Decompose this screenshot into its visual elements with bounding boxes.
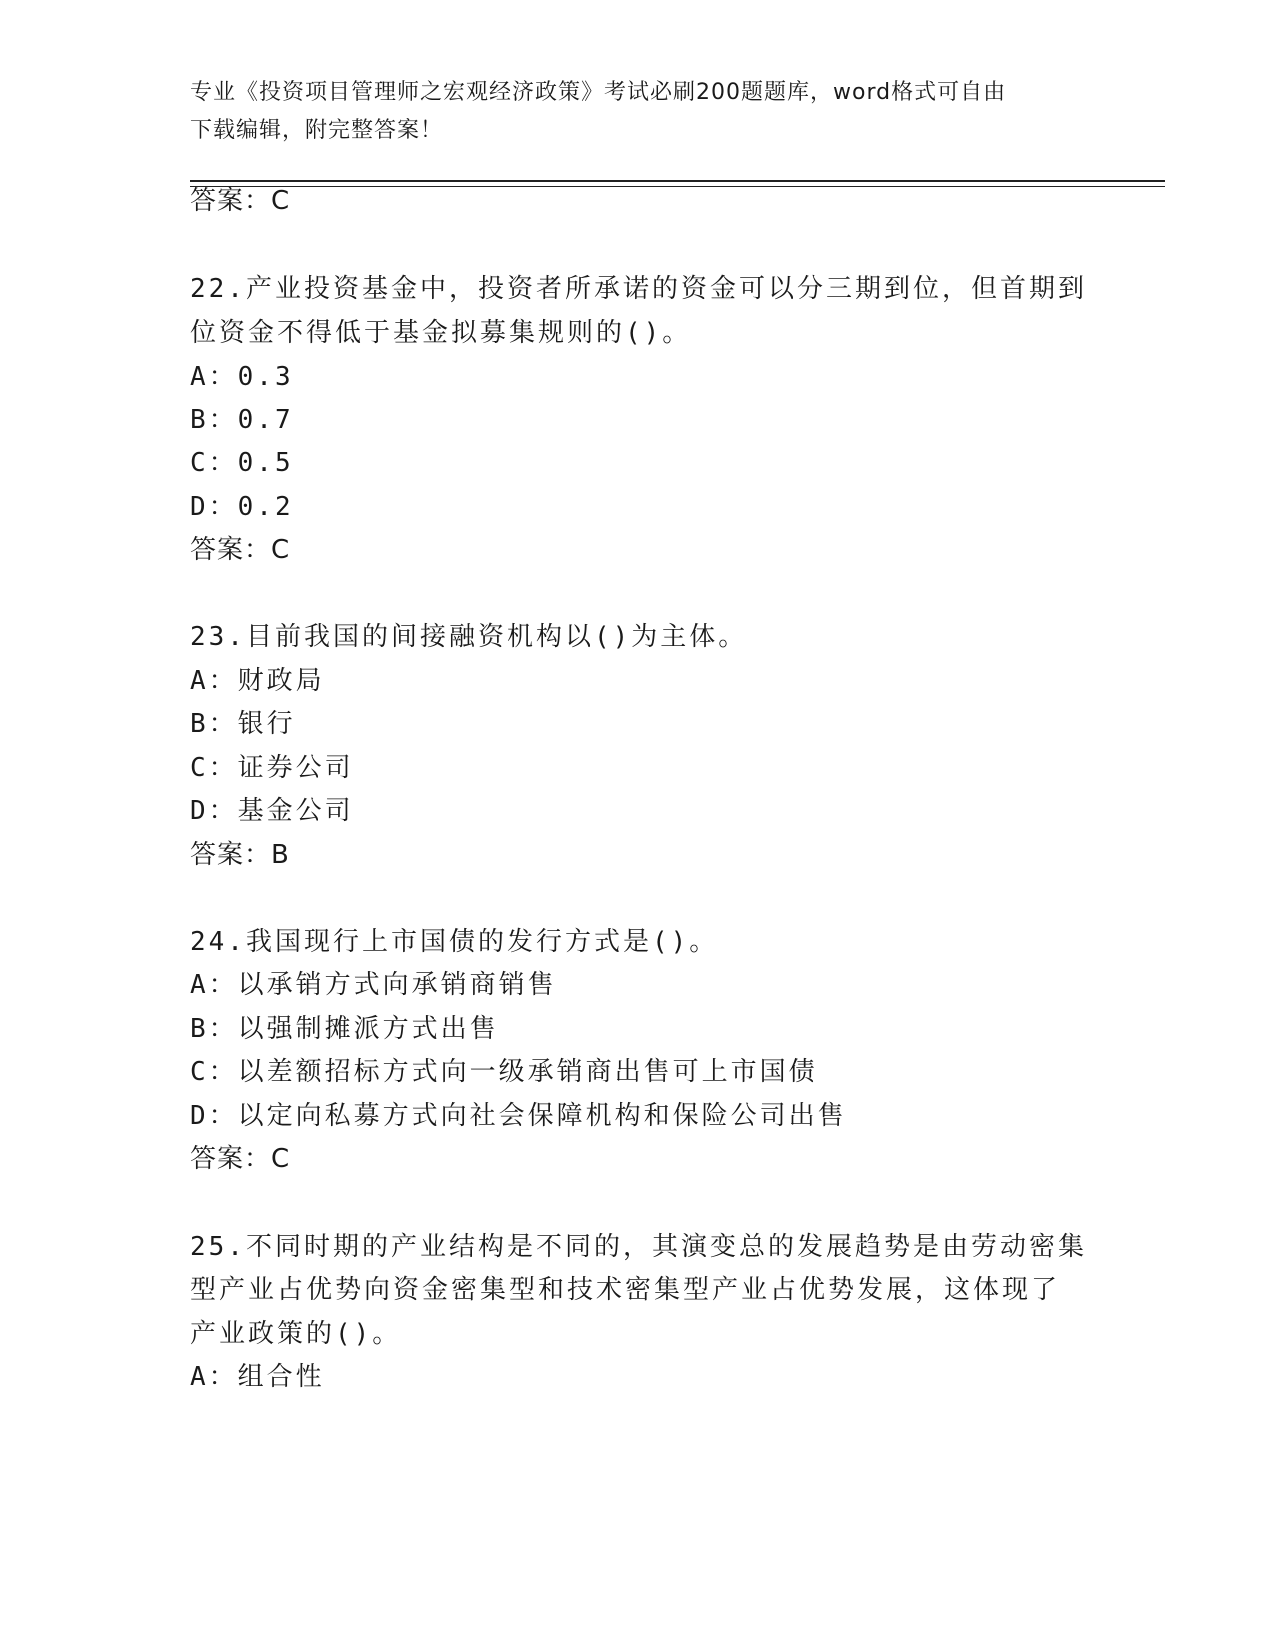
document-header [190, 74, 1090, 150]
question-text-line: 型产业占优势向资金密集型和技术密集型产业占优势发展，这体现了 [190, 1275, 1061, 1305]
question-text-line: 位资金不得低于基金拟募集规则的()。 [190, 318, 692, 348]
header-title-line-1: 专业《投资项目管理师之宏观经济政策》考试必刷200题题库，word格式可自由 [190, 80, 1007, 105]
option-a: A：财政局 [190, 666, 325, 696]
answer-line: 答案：C [190, 186, 291, 216]
option-c: C：以差额招标方式向一级承销商出售可上市国债 [190, 1057, 818, 1087]
option-a: A：组合性 [190, 1362, 325, 1392]
option-c: C：证券公司 [190, 753, 354, 783]
option-d: D：0.2 [190, 492, 294, 522]
header-divider [190, 180, 1165, 182]
option-d: D：以定向私募方式向社会保障机构和保险公司出售 [190, 1101, 847, 1131]
answer-line: 答案：C [190, 1144, 291, 1174]
header-divider-thin [190, 186, 1165, 187]
answer-line: 答案：C [190, 535, 291, 565]
answer-line: 答案：B [190, 840, 290, 870]
question-text-line: 24.我国现行上市国债的发行方式是()。 [190, 927, 719, 957]
option-d: D：基金公司 [190, 796, 354, 826]
option-b: B：银行 [190, 709, 296, 739]
option-a: A：0.3 [190, 362, 294, 392]
question-text-line: 22.产业投资基金中，投资者所承诺的资金可以分三期到位，但首期到 [190, 274, 1087, 304]
option-b: B：以强制摊派方式出售 [190, 1014, 499, 1044]
option-b: B：0.7 [190, 405, 294, 435]
question-text-line: 产业政策的()。 [190, 1319, 402, 1349]
question-text-line: 23.目前我国的间接融资机构以()为主体。 [190, 622, 748, 652]
option-a: A：以承销方式向承销商销售 [190, 970, 557, 1000]
option-c: C：0.5 [190, 448, 294, 478]
question-text-line: 25.不同时期的产业结构是不同的，其演变总的发展趋势是由劳动密集 [190, 1232, 1087, 1262]
header-title-line-2: 下载编辑，附完整答案！ [190, 118, 444, 143]
